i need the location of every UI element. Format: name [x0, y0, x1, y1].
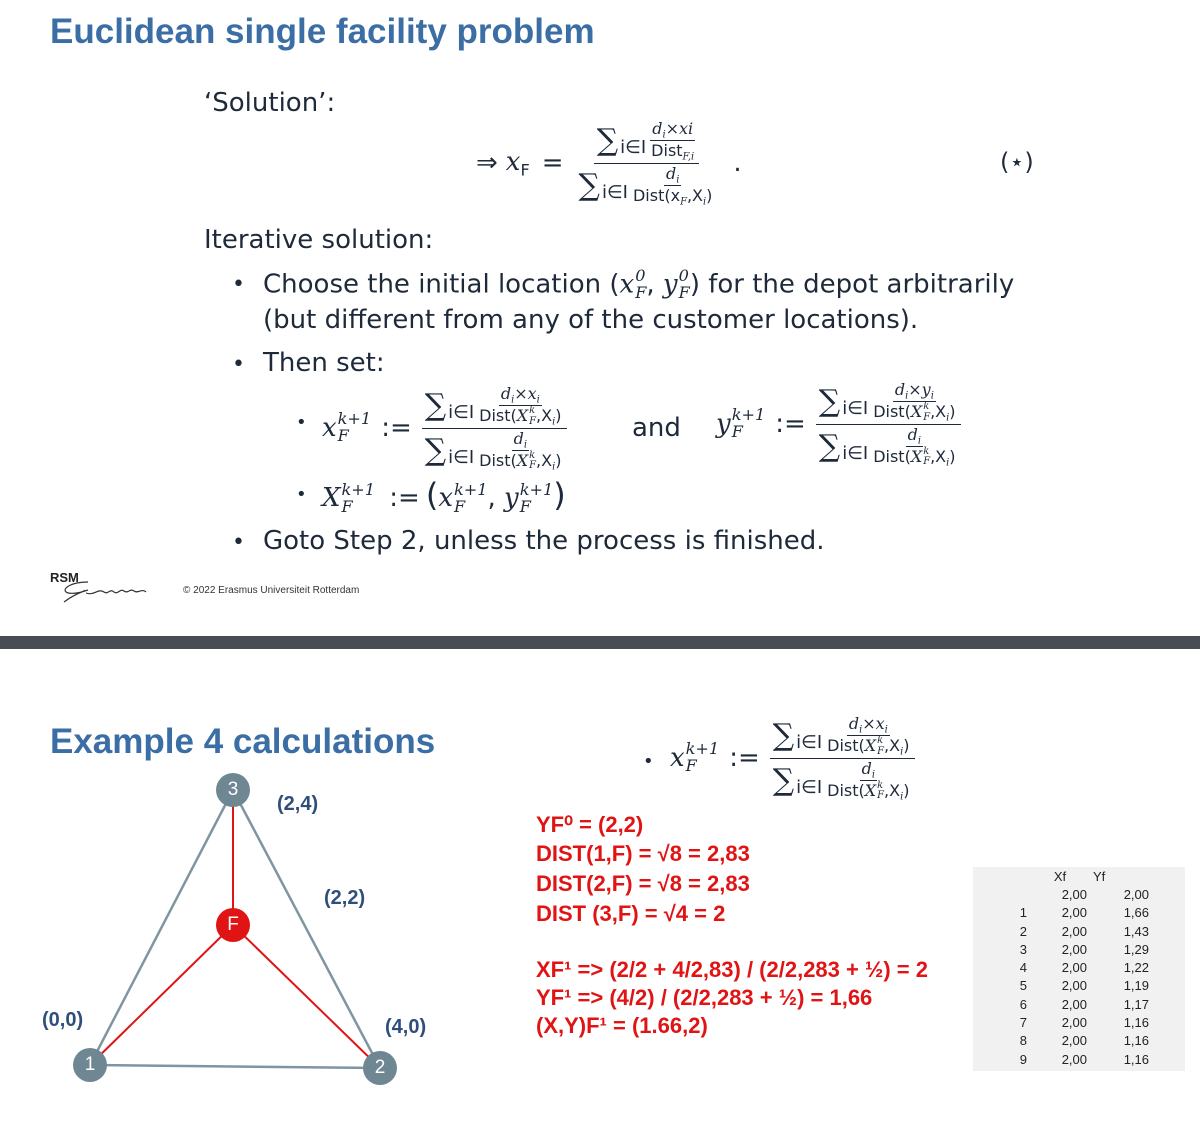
inner-fraction [477, 384, 563, 428]
x-denominator [770, 759, 915, 803]
solution-fraction [576, 119, 718, 208]
d-sub: i [676, 173, 680, 185]
close-paren: ) [903, 736, 910, 756]
sigma-symbol: ∑ [578, 167, 600, 203]
table-row [973, 885, 1152, 903]
edge-3-2 [233, 790, 380, 1068]
y-supsub [732, 407, 766, 441]
table-cell: 2 [1019, 923, 1027, 939]
slide2-title: Example 4 calculations [50, 722, 436, 761]
open-paren: ( [904, 446, 911, 466]
sub: F [877, 745, 885, 757]
assign-symbol: := [381, 413, 412, 443]
times-x: ×x [862, 713, 885, 733]
table-cell: 2,00 [1061, 905, 1087, 921]
inner-fraction [631, 164, 714, 208]
table-cell: 2,00 [1061, 996, 1087, 1012]
node-2 [363, 1051, 397, 1085]
dist-text: Dist [827, 736, 859, 756]
table-row [973, 1013, 1152, 1031]
table-row [973, 1050, 1152, 1068]
node-3 [216, 773, 250, 807]
calc-line-yf1: YF¹ => (4/2) / (2/2,283 + ½) = 1,66 [536, 985, 873, 1010]
inner-num [860, 759, 877, 781]
close-paren: ) [903, 780, 910, 800]
sup: k [877, 735, 884, 747]
bullet-choose [232, 268, 245, 298]
calc-line-xf1: XF¹ => (2/2 + 4/2,83) / (2/2,283 + ½) = 2 [536, 957, 928, 982]
dist-tail: ,X [536, 450, 553, 470]
table-cell [973, 885, 1030, 903]
table-cell: 2,00 [1061, 1015, 1087, 1031]
bullet-dot: • [232, 530, 245, 555]
slide2-bullet: • [643, 751, 654, 772]
inner-den [631, 186, 714, 207]
table-cell: 5 [1019, 978, 1027, 994]
x-var: x [619, 269, 635, 300]
xf-sub: F [520, 160, 530, 180]
sub: F [529, 460, 537, 472]
x-var: x [670, 743, 685, 773]
table-cell: 1,17 [1123, 996, 1149, 1012]
d-sub: i [511, 394, 515, 406]
solution-label: ‘Solution’: [204, 88, 336, 118]
times-xi: ×xi [665, 118, 694, 138]
facility-graph [0, 770, 530, 1090]
sum-index: i∈I [842, 398, 869, 420]
inner-num [499, 384, 542, 406]
dist-tail: ,X [930, 402, 947, 422]
inner-fraction [477, 429, 563, 473]
d-var: d [652, 118, 663, 138]
times-x: ×x [514, 383, 537, 403]
x-sub-i: i [884, 724, 888, 736]
table-cell: 2,00 [1061, 1051, 1087, 1067]
sigma-symbol: ∑ [772, 718, 795, 754]
calc-line-dist2: DIST(2,F) = √8 = 2,83 [536, 871, 750, 896]
node-1-label: 1 [84, 1054, 96, 1075]
x-var: x [322, 413, 337, 443]
y-update-formula [716, 376, 961, 472]
inner-den [825, 736, 911, 757]
edge-1-3 [90, 790, 233, 1065]
then-set-label: Then set: [263, 348, 385, 378]
iteration-table [973, 867, 1152, 1068]
table-row [973, 977, 1152, 995]
sup: k+1 [519, 480, 554, 500]
d-sub: i [859, 724, 863, 736]
coord-node-2: (4,0) [385, 1016, 427, 1038]
dist-tail: ,X [686, 185, 703, 205]
X-var: X [910, 446, 923, 466]
calc-line-dist1: DIST(1,F) = √8 = 2,83 [536, 841, 750, 866]
sigma-symbol: ∑ [818, 428, 841, 464]
calc-line-dist3: DIST (3,F) = √4 = 2 [536, 901, 726, 926]
sub: F [454, 497, 466, 516]
sum-index: i∈I [601, 181, 628, 203]
sum-index: i∈I [842, 442, 869, 464]
slide2-x-formula [670, 710, 915, 806]
choose-text-a: Choose the initial location ( [263, 269, 620, 300]
sub: F [731, 422, 743, 441]
x-var: x [438, 483, 453, 513]
coord-node-F: (2,2) [324, 887, 366, 909]
choose-text-b: ) for the depot arbitrarily [689, 269, 1015, 300]
close-paren: ) [949, 446, 956, 466]
solution-numerator [594, 119, 699, 164]
close-paren: ) [553, 476, 566, 514]
node-2-label: 2 [374, 1057, 386, 1078]
x-fraction [770, 714, 915, 803]
X-var: X [516, 406, 529, 426]
table-cell: 3 [1019, 941, 1027, 957]
close-paren: ) [555, 406, 562, 426]
table-cell: 9 [1019, 1051, 1027, 1067]
sum-index: i∈I [448, 402, 475, 424]
inner-den [477, 451, 563, 472]
d-sub: i [871, 768, 876, 780]
sum-index: i∈I [448, 446, 475, 468]
sup: 0 [635, 266, 646, 285]
table-cell: 1,66 [1123, 905, 1149, 921]
table-cell: 1,16 [1123, 1015, 1149, 1031]
dist-sub-i: i [900, 791, 904, 803]
close-paren: ) [555, 450, 562, 470]
table-cell: 7 [1019, 1015, 1027, 1031]
sub: F [337, 426, 349, 445]
table-header-cell: Xf [1053, 868, 1067, 884]
y-supsub [520, 482, 554, 516]
assign-symbol: := [389, 483, 420, 513]
x-numerator [422, 384, 567, 429]
table-cell: 2,00 [1061, 1033, 1087, 1049]
inner-fraction [825, 759, 911, 803]
sigma-symbol: ∑ [424, 388, 447, 424]
inner-num [664, 164, 681, 186]
x-supsub [338, 411, 372, 445]
y-var: y [662, 269, 678, 300]
table-cell: 1,22 [1123, 960, 1149, 976]
table-row [973, 922, 1152, 940]
table-cell: 1,16 [1123, 1033, 1149, 1049]
footer-rsm: RSM [50, 570, 79, 585]
table-cell: 2,00 [1123, 886, 1149, 902]
sum-index: i∈I [796, 776, 823, 798]
x-sub-i: i [536, 394, 540, 406]
table-cell: 1 [1019, 905, 1027, 921]
x-supsub [686, 741, 720, 775]
table-cell: 2,00 [1061, 886, 1087, 902]
dist-text: Dist [479, 406, 511, 426]
x-update-formula [322, 380, 567, 476]
table-cell: 1,43 [1123, 923, 1149, 939]
table-row [973, 1032, 1152, 1050]
calc-line-yf0: YF⁰ = (2,2) [536, 812, 644, 837]
coord-node-3: (2,4) [277, 793, 319, 815]
table-row [973, 904, 1152, 922]
implies-symbol: ⇒ [476, 148, 498, 178]
y-denominator [816, 425, 961, 469]
inner-num [512, 429, 529, 451]
x-supsub [454, 482, 488, 516]
d-var: d [665, 163, 677, 183]
inner-fraction [871, 425, 957, 469]
sup: k+1 [685, 739, 720, 759]
sum-index: i∈I [620, 137, 647, 159]
sub: F [877, 790, 885, 802]
open-paren: ( [510, 450, 517, 470]
dist-text: Dist [632, 185, 665, 205]
edge-1-2 [90, 1065, 380, 1068]
xf-base: x [505, 146, 521, 177]
sup: k+1 [341, 480, 376, 500]
comma: , [487, 483, 496, 513]
inner-den [649, 141, 696, 162]
dist-sub-i: i [946, 412, 950, 424]
X-var: X [516, 450, 529, 470]
sub: F [635, 282, 647, 302]
sub: F [685, 756, 697, 775]
sigma-symbol: ∑ [424, 432, 447, 468]
edge-1-F [90, 925, 233, 1065]
sup: k [529, 405, 536, 417]
inner-fraction [871, 380, 957, 424]
footer-copyright: © 2022 Erasmus Universiteit Rotterdam [183, 585, 360, 596]
dist-open: (x [664, 185, 681, 205]
dist-sub-i: i [946, 457, 950, 469]
solution-denominator [576, 164, 718, 208]
table-cell: 2,00 [1061, 960, 1087, 976]
calc-line-xyf1: (X,Y)F¹ = (1.66,2) [536, 1013, 708, 1038]
bullet-dot: • [232, 272, 245, 297]
table-cell: 1,16 [1123, 1051, 1149, 1067]
dist-sub-i: i [552, 461, 556, 473]
slide1-title: Euclidean single facility problem [50, 12, 595, 51]
inner-fraction [825, 714, 911, 758]
sigma-symbol: ∑ [772, 762, 795, 798]
table-header-cell [973, 867, 1030, 885]
X-var: X [864, 780, 877, 800]
y-var: y [504, 483, 519, 513]
open-paren: ( [425, 476, 439, 514]
table-cell: 6 [1019, 996, 1027, 1012]
inner-num [650, 119, 695, 141]
equals-sign: = [541, 148, 564, 178]
sup: 0 [678, 266, 689, 285]
dist-sub-i: i [702, 196, 707, 208]
dist-text: Dist [873, 402, 905, 422]
d-var: d [894, 379, 906, 399]
inner-den [871, 447, 957, 468]
sup: k [923, 401, 930, 413]
sigma-symbol: ∑ [818, 384, 841, 420]
dist-tail: ,X [930, 446, 947, 466]
sup: k+1 [731, 405, 766, 425]
sub: F [519, 497, 531, 516]
sum-index: i∈I [796, 732, 823, 754]
goto-text: Goto Step 2, unless the process is finished. [263, 526, 825, 556]
d-var: d [848, 713, 860, 733]
X-var: X [322, 483, 341, 513]
sigma-symbol: ∑ [596, 123, 619, 159]
y-numerator [816, 380, 961, 425]
node-1 [73, 1048, 107, 1082]
solution-formula [476, 116, 742, 210]
bullet-then [232, 348, 245, 378]
star-label: (⋆) [1000, 148, 1034, 176]
assign-symbol: := [729, 743, 760, 773]
table-cell: 1,29 [1123, 941, 1149, 957]
dist-sub-i: i [552, 416, 556, 428]
sub: F [341, 497, 353, 516]
inner-num [906, 425, 923, 447]
table-row [973, 995, 1152, 1013]
X-update-formula [322, 476, 566, 516]
X-supsub [342, 482, 376, 516]
sup: k+1 [454, 480, 488, 500]
y-var: y [716, 409, 731, 439]
inner-den [477, 406, 563, 427]
y-fraction [816, 380, 961, 469]
dist-sub: F,i [682, 151, 695, 163]
choose-line1 [263, 268, 1014, 302]
open-paren: ( [858, 736, 865, 756]
x-fraction [422, 384, 567, 473]
table-cell: 1,19 [1123, 978, 1149, 994]
y-sub-i: i [930, 390, 934, 402]
table-cell: 8 [1019, 1033, 1027, 1049]
node-3-label: 3 [227, 779, 239, 800]
and-word: and [632, 413, 681, 443]
dist-sub: F [680, 196, 687, 208]
inner-fraction [649, 119, 696, 163]
x-supsub [635, 268, 646, 302]
dist-tail: ,X [884, 780, 901, 800]
edge-2-F [233, 925, 380, 1068]
sub: F [923, 456, 931, 468]
d-sub: i [917, 434, 922, 446]
slide-divider [0, 636, 1200, 649]
iteration-table-panel [973, 867, 1185, 1071]
sup: k [529, 450, 536, 462]
inner-den [825, 781, 911, 802]
y-supsub [679, 268, 690, 302]
open-paren: ( [510, 406, 517, 426]
sup: k+1 [337, 409, 372, 429]
xf-var [506, 147, 530, 180]
table-row [973, 958, 1152, 976]
dist-sub-i: i [900, 746, 904, 758]
table-cell: 4 [1019, 960, 1027, 976]
coord-node-1: (0,0) [42, 1009, 84, 1031]
dist-text: Dist [873, 446, 905, 466]
bullet-goto [232, 526, 245, 556]
d-var: d [907, 424, 918, 444]
table-header-row [973, 867, 1152, 885]
open-paren: ( [904, 402, 911, 422]
dist-close: ) [706, 185, 713, 205]
table-cell: 2,00 [1061, 978, 1087, 994]
table-cell: 2,00 [1061, 923, 1087, 939]
bullet-dot: • [232, 352, 245, 377]
comma: , [646, 269, 655, 300]
dist-tail: ,X [536, 406, 553, 426]
dist-text: Dist [479, 450, 511, 470]
d-var: d [861, 758, 872, 778]
times-y: ×y [908, 379, 931, 399]
inner-num [893, 380, 936, 402]
close-paren: ) [949, 402, 956, 422]
d-sub: i [662, 129, 666, 141]
d-sub: i [523, 438, 528, 450]
d-var: d [513, 428, 524, 448]
sub: F [529, 415, 537, 427]
dist-text: Dist [827, 780, 859, 800]
dist-text: Dist [651, 141, 683, 161]
d-sub: i [905, 390, 909, 402]
sub: F [678, 282, 690, 302]
inner-den [871, 402, 957, 423]
period: . [733, 148, 742, 178]
X-var: X [864, 736, 877, 756]
dist-tail: ,X [884, 736, 901, 756]
inner-num [847, 714, 890, 736]
sup: k [877, 780, 884, 792]
iterative-label: Iterative solution: [204, 225, 434, 255]
x-denominator [422, 429, 567, 473]
table-header-cell: Yf [1093, 868, 1106, 884]
open-paren: ( [858, 780, 865, 800]
node-F-label: F [227, 914, 239, 935]
x-numerator [770, 714, 915, 759]
sub-bullet-X: • [296, 484, 307, 505]
sup: k [923, 446, 930, 458]
choose-line2: (but different from any of the customer locations). [263, 305, 919, 335]
sub: F [923, 411, 931, 423]
d-var: d [500, 383, 512, 403]
node-F [216, 908, 250, 942]
sub-bullet-x: • [296, 412, 307, 433]
table-cell: 2,00 [1061, 941, 1087, 957]
table-row [973, 940, 1152, 958]
erasmus-signature-logo [58, 578, 168, 606]
assign-symbol: := [775, 409, 806, 439]
X-var: X [910, 402, 923, 422]
